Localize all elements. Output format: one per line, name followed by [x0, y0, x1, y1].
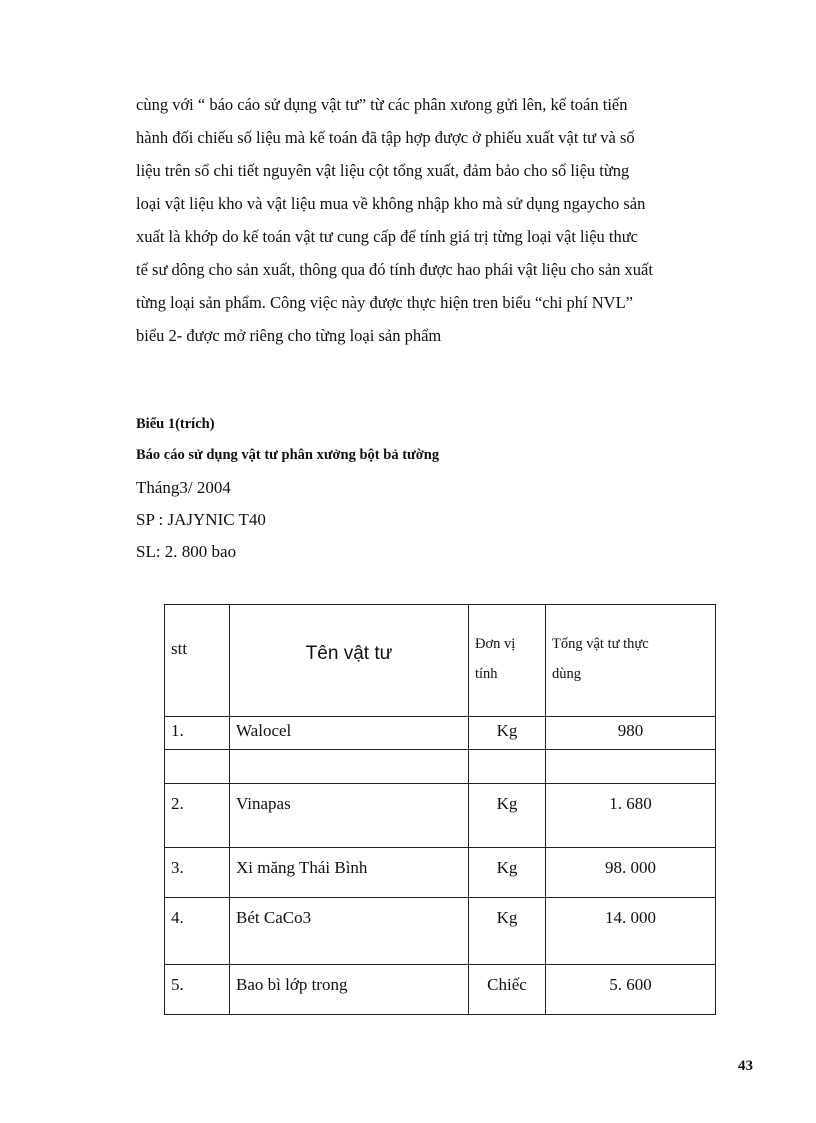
paragraph-line: biểu 2- được mở riêng cho từng loại sản phẩm [136, 326, 442, 345]
table-row: 5. Bao bì lớp trong Chiếc 5. 600 [165, 965, 716, 1015]
paragraph-line: liệu trên sổ chi tiết nguyên vật liệu cột tổng xuất, đảm bảo cho số liệu từng [136, 161, 630, 180]
report-month: Tháng3/ 2004 [136, 478, 231, 497]
header-unit: Đơn vị tính [469, 605, 546, 717]
paragraph-line: từng loại sản phẩm. Công việc này được thực hiện tren biểu “chi phí NVL” [136, 293, 633, 312]
product-code: SP : JAJYNIC T40 [136, 510, 266, 529]
table-row: 4. Bét CaCo3 Kg 14. 000 [165, 898, 716, 965]
table-row: 1. Walocel Kg 980 [165, 717, 716, 750]
form-title: Biểu 1(trích) [136, 416, 215, 432]
paragraph-line: hành đối chiếu số liệu mà kế toán đã tập hợp được ở phiếu xuất vật tư và số [136, 128, 635, 147]
table-row-empty [165, 750, 716, 784]
report-subtitle: Báo cáo sử dụng vật tư phân xưởng bột bả tường [136, 447, 440, 463]
materials-table [164, 604, 716, 1015]
paragraph-line: cùng với “ báo cáo sử dụng vật tư” từ các phân xưong gửi lên, kế toán tiến [136, 95, 628, 114]
table-row: 3. Xi măng Thái Bình Kg 98. 000 [165, 848, 716, 898]
paragraph-line: xuất là khớp do kế toán vật tư cung cấp để tính giá trị từng loại vật liệu thưc [136, 227, 639, 246]
body-paragraph [136, 92, 756, 356]
header-stt: stt [165, 605, 230, 717]
header-total: Tổng vật tư thực dùng [546, 605, 716, 717]
paragraph-line: loại vật liệu kho và vật liệu mua về không nhập kho mà sử dụng ngaycho sản [136, 194, 646, 213]
header-name: Tên vật tư [230, 605, 469, 717]
table-row: 2. Vinapas Kg 1. 680 [165, 784, 716, 848]
product-quantity: SL: 2. 800 bao [136, 542, 237, 561]
page-number: 43 [738, 1058, 753, 1074]
table-header-row [165, 605, 716, 717]
paragraph-line: tế sư dông cho sản xuất, thông qua đó tính được hao phái vật liệu cho sản xuất [136, 260, 653, 279]
